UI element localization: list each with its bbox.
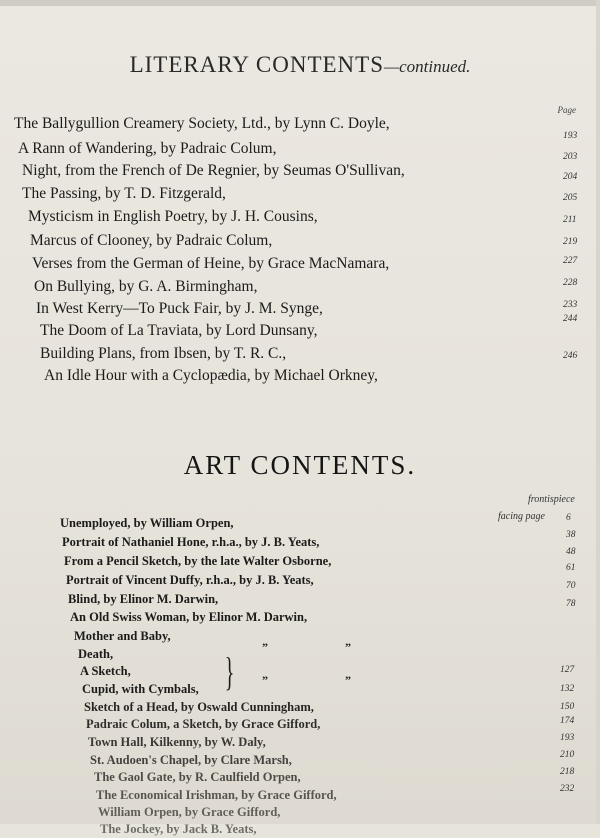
literary-entry-page: 203 bbox=[563, 152, 578, 162]
literary-entry-page: 227 bbox=[563, 256, 578, 266]
literary-entry bbox=[40, 322, 318, 340]
literary-entry bbox=[32, 255, 389, 273]
art-entry-page: 78 bbox=[566, 599, 576, 609]
literary-entry-page: 233 bbox=[563, 300, 578, 310]
literary-entry-page: 228 bbox=[563, 278, 578, 288]
art-entry bbox=[100, 820, 257, 838]
literary-entry-title: An Idle Hour with a Cyclopædia, by Michael Orkney, bbox=[44, 367, 378, 384]
literary-contents-heading bbox=[0, 52, 600, 78]
facing-page-note: facing page bbox=[498, 511, 545, 522]
art-entry-page: 127 bbox=[560, 665, 575, 675]
art-entry-title: From a Pencil Sketch, by the late Walter Osborne, bbox=[64, 554, 332, 568]
literary-entry bbox=[40, 345, 286, 363]
literary-entry-title: Night, from the French of De Regnier, by Seumas O'Sullivan, bbox=[22, 162, 405, 179]
literary-entry-page: 219 bbox=[563, 237, 578, 247]
page-column-label: Page bbox=[557, 105, 576, 115]
literary-entry-title: In West Kerry—To Puck Fair, by J. M. Synge, bbox=[36, 300, 323, 317]
literary-entry-page: 211 bbox=[563, 215, 577, 225]
art-entry bbox=[66, 571, 314, 589]
literary-entry bbox=[28, 208, 318, 226]
art-entry-title: Mother and Baby, bbox=[74, 629, 171, 643]
frontispiece-note: frontispiece bbox=[528, 494, 575, 505]
art-entry-page: 232 bbox=[560, 784, 575, 794]
literary-entry-page: 204 bbox=[563, 172, 578, 182]
art-entry bbox=[70, 608, 307, 626]
ditto-mark: ” bbox=[345, 640, 351, 654]
page-top-edge bbox=[0, 0, 600, 6]
art-entry-title: The Jockey, by Jack B. Yeats, bbox=[100, 822, 257, 836]
art-entry-title: Blind, by Elinor M. Darwin, bbox=[68, 592, 219, 606]
grouping-brace: } bbox=[224, 649, 235, 694]
art-entry bbox=[60, 514, 234, 532]
art-entry-title: The Gaol Gate, by R. Caulfield Orpen, bbox=[94, 770, 301, 784]
literary-title-continued: —continued. bbox=[384, 57, 471, 76]
literary-entry-title: Building Plans, from Ibsen, by T. R. C., bbox=[40, 345, 287, 362]
literary-entry bbox=[44, 367, 378, 385]
art-entry-title: Town Hall, Kilkenny, by W. Daly, bbox=[88, 735, 266, 749]
art-entry bbox=[80, 662, 131, 680]
art-entry-page: 132 bbox=[560, 684, 575, 694]
literary-entry-page: 193 bbox=[563, 131, 578, 141]
literary-entry-page: 244 bbox=[563, 314, 578, 324]
art-entry-title: Death, bbox=[78, 647, 114, 661]
art-entry bbox=[88, 733, 266, 751]
art-entry bbox=[82, 680, 199, 698]
art-entry-title: Portrait of Vincent Duffy, r.h.a., by J. B. Yeats, bbox=[66, 573, 314, 587]
ditto-mark: ” bbox=[345, 673, 351, 687]
art-entry-page: 70 bbox=[566, 581, 576, 591]
art-entry-page: 61 bbox=[566, 563, 576, 573]
art-entry bbox=[90, 751, 292, 769]
art-entry-page: 174 bbox=[560, 716, 575, 726]
literary-entry-title: Marcus of Clooney, by Padraic Colum, bbox=[30, 232, 273, 249]
ditto-mark: ” bbox=[262, 640, 268, 654]
art-entry bbox=[86, 715, 320, 733]
art-entry-page: 6 bbox=[566, 513, 571, 523]
art-entry-page: 210 bbox=[560, 750, 575, 760]
literary-entry bbox=[36, 300, 323, 318]
art-entry bbox=[98, 803, 280, 821]
literary-entry-page: 246 bbox=[563, 351, 578, 361]
literary-entry bbox=[34, 278, 257, 296]
art-entry-title: Unemployed, by William Orpen, bbox=[60, 516, 234, 530]
art-entry-title: An Old Swiss Woman, by Elinor M. Darwin, bbox=[70, 610, 308, 624]
art-entry bbox=[64, 552, 331, 570]
art-entry-title: The Economical Irishman, by Grace Gifford, bbox=[96, 788, 337, 802]
art-entry bbox=[68, 590, 218, 608]
art-entry bbox=[78, 645, 113, 663]
literary-entry-title: The Doom of La Traviata, by Lord Dunsany, bbox=[40, 322, 318, 339]
art-entry-title: Portrait of Nathaniel Hone, r.h.a., by J. B. Yeats, bbox=[62, 535, 320, 549]
literary-entry-title: A Rann of Wandering, by Padraic Colum, bbox=[18, 140, 277, 157]
art-entry-page: 48 bbox=[566, 547, 576, 557]
art-entry-page: 218 bbox=[560, 767, 575, 777]
page-right-edge bbox=[596, 0, 600, 824]
literary-entry-title: Verses from the German of Heine, by Grace MacNamara, bbox=[32, 255, 390, 272]
art-entry bbox=[94, 768, 301, 786]
art-entry bbox=[84, 698, 314, 716]
art-entry bbox=[96, 786, 337, 804]
art-entry bbox=[62, 533, 319, 551]
art-entry-title: St. Audoen's Chapel, by Clare Marsh, bbox=[90, 753, 292, 767]
literary-entry bbox=[22, 162, 405, 180]
literary-entry bbox=[30, 232, 272, 250]
art-entry-title: Padraic Colum, a Sketch, by Grace Gifford, bbox=[86, 717, 321, 731]
literary-entry-title: The Ballygullion Creamery Society, Ltd., by Lynn C. Doyle, bbox=[14, 115, 390, 132]
art-entry-page: 193 bbox=[560, 733, 575, 743]
art-contents-heading: ART CONTENTS. bbox=[183, 450, 417, 480]
literary-entry-title: The Passing, by T. D. Fitzgerald, bbox=[22, 185, 226, 202]
literary-entry bbox=[14, 115, 390, 133]
art-entry-title: Sketch of a Head, by Oswald Cunningham, bbox=[84, 700, 314, 714]
literary-entry bbox=[18, 140, 276, 158]
literary-entry-title: On Bullying, by G. A. Birmingham, bbox=[34, 278, 258, 295]
ditto-mark: ” bbox=[262, 673, 268, 687]
literary-title-main: LITERARY CONTENTS bbox=[129, 52, 385, 77]
art-entry-title: A Sketch, bbox=[80, 664, 131, 678]
literary-entry-page: 205 bbox=[563, 193, 578, 203]
art-entry-page: 38 bbox=[566, 530, 576, 540]
art-entry-title: William Orpen, by Grace Gifford, bbox=[98, 805, 281, 819]
art-entry bbox=[74, 627, 171, 645]
literary-entry-title: Mysticism in English Poetry, by J. H. Cousins, bbox=[28, 208, 318, 225]
art-entry-title: Cupid, with Cymbals, bbox=[82, 682, 199, 696]
art-entry-page: 150 bbox=[560, 702, 575, 712]
literary-entry bbox=[22, 185, 226, 203]
